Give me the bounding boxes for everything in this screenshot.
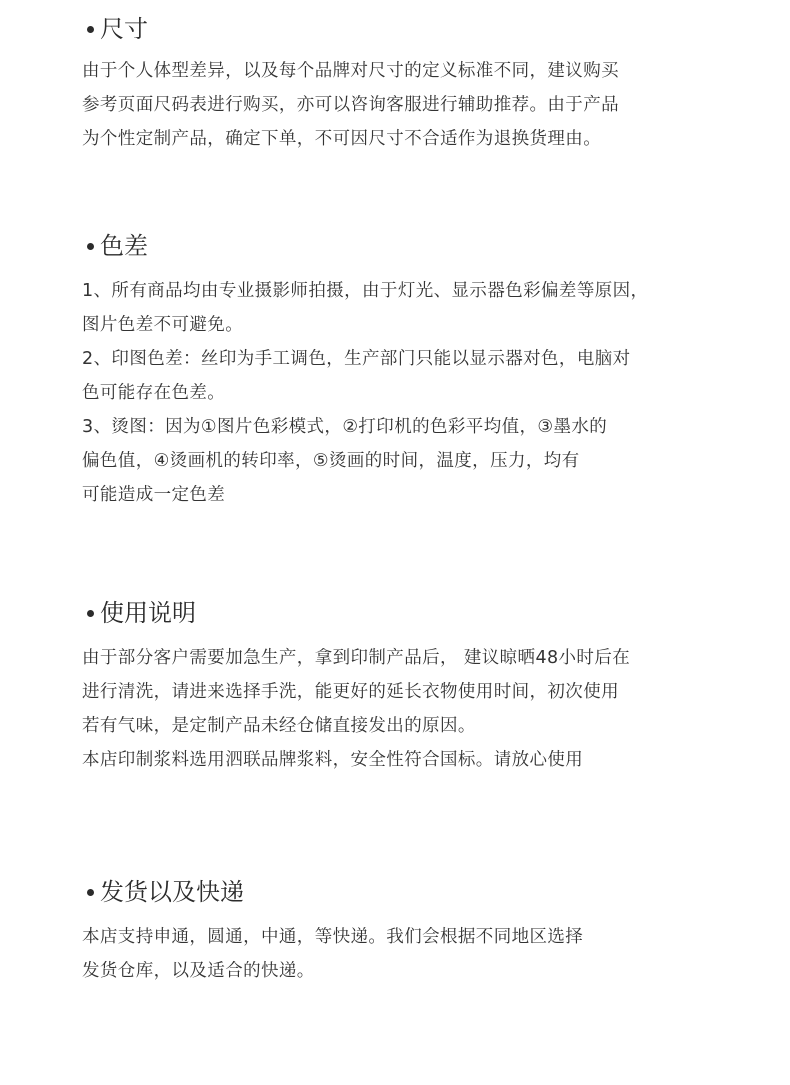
- bullet-icon: [87, 243, 94, 250]
- paragraph-line: 由于个人体型差异，以及每个品牌对尺寸的定义标准不同，建议购买: [82, 61, 619, 81]
- section-title: 使用说明: [100, 599, 196, 627]
- section-heading: [84, 596, 196, 630]
- section-heading: [84, 12, 148, 46]
- paragraph-line: 本店印制浆料选用泗联品牌浆料，安全性符合国标。请放心使用: [82, 750, 584, 770]
- paragraph-line: 由于部分客户需要加急生产，拿到印制产品后， 建议晾晒48小时后在: [82, 648, 631, 668]
- paragraph-line: 1、所有商品均由专业摄影师拍摄，由于灯光、显示器色彩偏差等原因，: [82, 281, 649, 301]
- section-title: 尺寸: [100, 15, 148, 43]
- bullet-icon: [87, 610, 94, 617]
- paragraph-line: 为个性定制产品，确定下单，不可因尺寸不合适作为退换货理由。: [82, 129, 602, 149]
- section-heading: [84, 229, 148, 263]
- bullet-icon: [87, 889, 94, 896]
- paragraph-line: 色可能存在色差。: [82, 383, 226, 403]
- section-title: 发货以及快递: [100, 878, 244, 906]
- section-title: 色差: [100, 232, 148, 260]
- paragraph-line: 本店支持申通，圆通，中通，等快递。我们会根据不同地区选择: [82, 927, 584, 947]
- bullet-icon: [87, 26, 94, 33]
- paragraph-line: 3、烫图：因为①图片色彩模式，②打印机的色彩平均值，③墨水的: [82, 417, 608, 437]
- paragraph-line: 可能造成一定色差: [82, 485, 226, 505]
- paragraph-line: 2、印图色差：丝印为手工调色，生产部门只能以显示器对色，电脑对: [82, 349, 631, 369]
- paragraph-line: 发货仓库，以及适合的快递。: [82, 961, 315, 981]
- paragraph-line: 图片色差不可避免。: [82, 315, 244, 335]
- paragraph-line: 参考页面尺码表进行购买，亦可以咨询客服进行辅助推荐。由于产品: [82, 95, 619, 115]
- paragraph-line: 若有气味，是定制产品未经仓储直接发出的原因。: [82, 716, 476, 736]
- paragraph-line: 进行清洗，请进来选择手洗，能更好的延长衣物使用时间，初次使用: [82, 682, 619, 702]
- section-heading: [84, 875, 244, 909]
- paragraph-line: 偏色值，④烫画机的转印率，⑤烫画的时间，温度，压力，均有: [82, 451, 580, 471]
